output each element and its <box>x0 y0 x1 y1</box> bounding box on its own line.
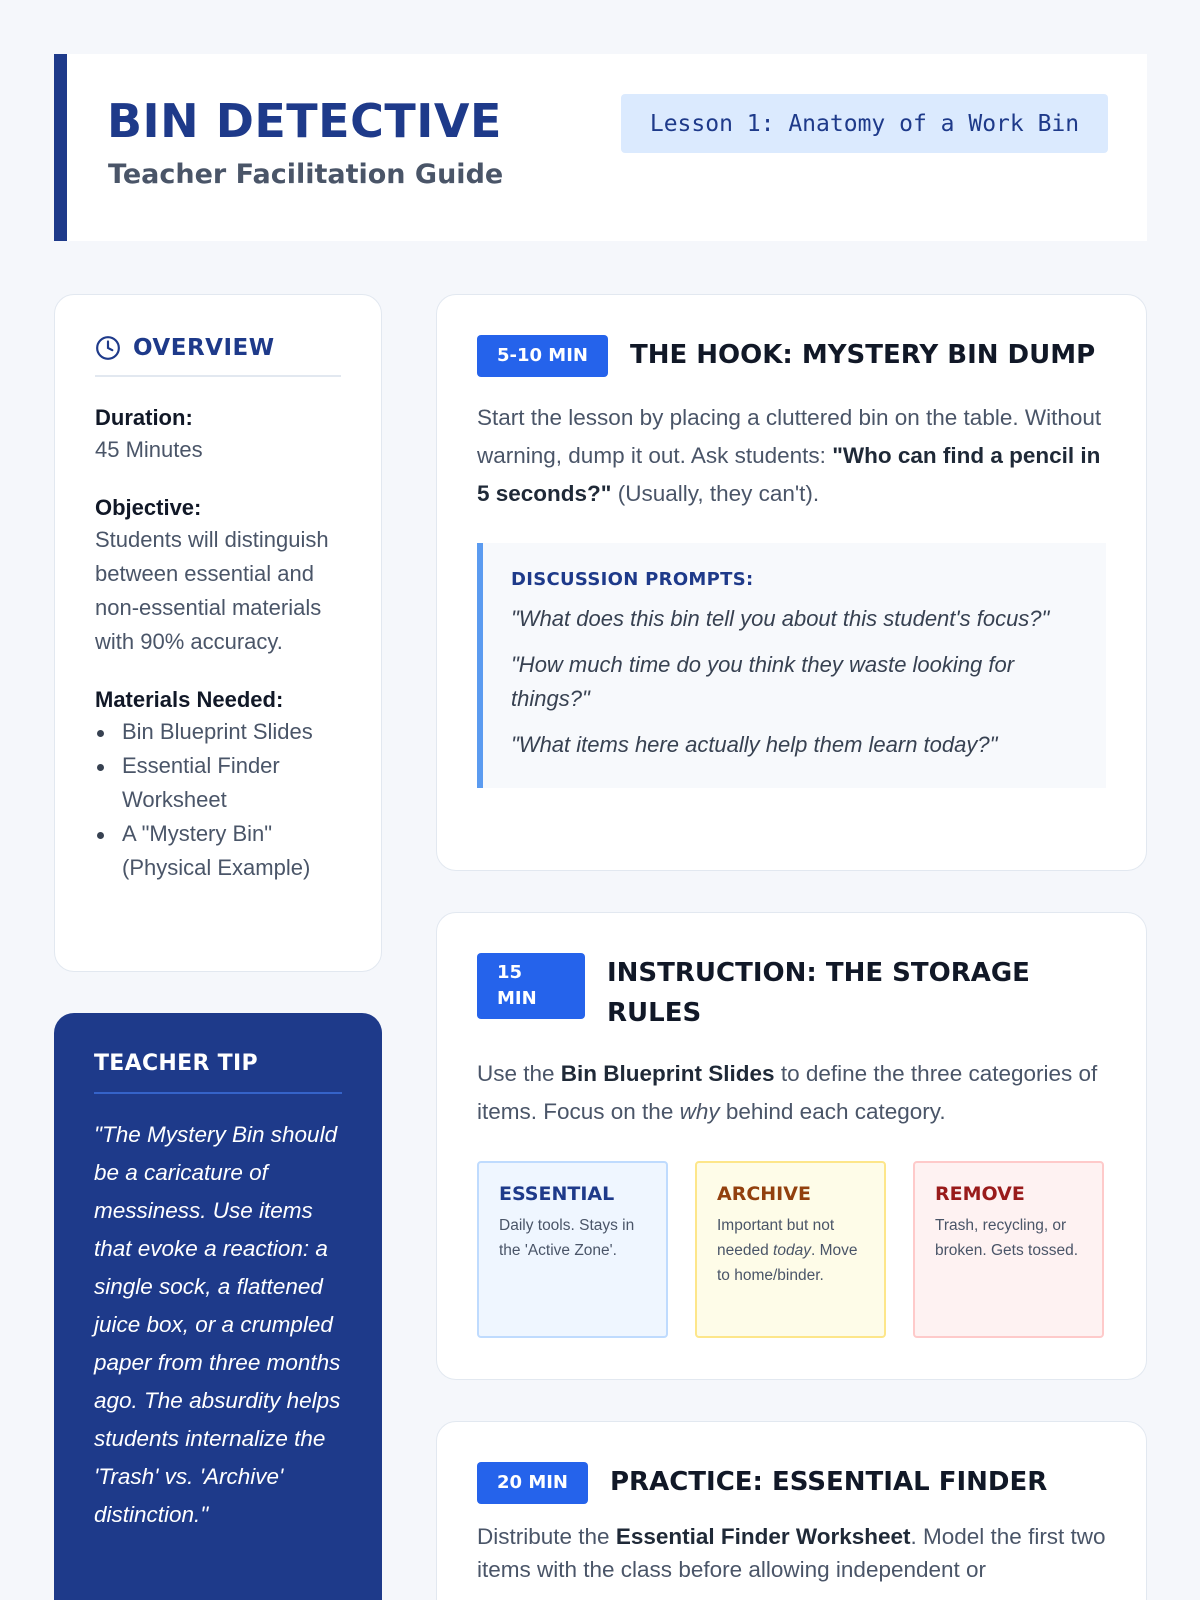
page-header <box>54 54 1147 241</box>
duration-label: Duration: <box>95 405 193 430</box>
section-title: THE HOOK: MYSTERY BIN DUMP <box>629 340 1096 370</box>
lesson-badge: Lesson 1: Anatomy of a Work Bin <box>621 94 1108 153</box>
prompts-title: DISCUSSION PROMPTS: <box>511 569 754 590</box>
overview-header <box>95 335 341 377</box>
hook-card <box>436 294 1147 871</box>
practice-card <box>436 1421 1147 1600</box>
time-badge: 15 MIN <box>477 953 585 1019</box>
list-item: Bin Blueprint Slides <box>95 715 341 749</box>
hook-text: Start the lesson by placing a cluttered bin on the table. Without warning, dump it out. Ask students: "Who can find a pencil in 5 seconds?" (Usually, they can't). <box>477 405 1102 506</box>
objective-value: Students will distinguish between essential and non-essential materials with 90% accuracy. <box>95 527 329 654</box>
category-remove <box>913 1161 1104 1338</box>
teacher-tip-card <box>54 1013 382 1600</box>
objective-label: Objective: <box>95 495 202 520</box>
instruction-header <box>477 953 1106 1033</box>
section-title: INSTRUCTION: THE STORAGE RULES <box>607 958 1030 1028</box>
list-item: Essential Finder Worksheet <box>95 749 341 817</box>
practice-text: Distribute the Essential Finder Worksheet. Model the first two items with the class before allowing independent or <box>477 1524 1106 1582</box>
prompt-item: "How much time do you think they waste looking for things?" <box>511 652 1015 711</box>
clock-icon <box>95 335 121 361</box>
list-item: A "Mystery Bin" (Physical Example) <box>95 817 341 885</box>
time-badge: 5-10 MIN <box>477 335 608 377</box>
hook-header <box>477 335 1106 377</box>
brand-title: BIN DETECTIVE <box>107 94 502 148</box>
category-essential <box>477 1161 668 1338</box>
time-badge: 20 MIN <box>477 1462 588 1504</box>
tip-title: TEACHER TIP <box>94 1051 342 1094</box>
category-archive <box>695 1161 886 1338</box>
discussion-prompts <box>477 543 1106 788</box>
category-name: ESSENTIAL <box>499 1183 615 1205</box>
category-name: ARCHIVE <box>717 1183 811 1205</box>
prompt-item: "What does this bin tell you about this student's focus?" <box>511 606 1050 631</box>
tip-text: "The Mystery Bin should be a caricature of messiness. Use items that evoke a reaction: a single sock, a flattened juice box, or a crumpled paper from three months ago. The absurdity helps students internalize the 'Trash' vs. 'Archive' distinction." <box>94 1122 341 1527</box>
instruction-text: Use the Bin Blueprint Slides to define the three categories of items. Focus on the why behind each category. <box>477 1061 1098 1124</box>
practice-header <box>477 1462 1106 1504</box>
section-title: PRACTICE: ESSENTIAL FINDER <box>610 1467 1048 1497</box>
overview-title: OVERVIEW <box>133 335 275 361</box>
instruction-card <box>436 912 1147 1380</box>
category-desc: Daily tools. Stays in the 'Active Zone'. <box>499 1217 635 1259</box>
page-subtitle: Teacher Facilitation Guide <box>108 159 504 190</box>
overview-card <box>54 294 382 972</box>
materials-list <box>95 715 341 885</box>
prompt-item: "What items here actually help them learn today?" <box>511 732 998 757</box>
category-name: REMOVE <box>935 1183 1025 1205</box>
category-desc: Trash, recycling, or broken. Gets tossed. <box>935 1217 1079 1259</box>
category-desc: Important but not needed today. Move to home/binder. <box>717 1217 858 1284</box>
materials-label: Materials Needed: <box>95 687 284 712</box>
category-grid <box>477 1161 1106 1338</box>
duration-value: 45 Minutes <box>95 437 203 462</box>
